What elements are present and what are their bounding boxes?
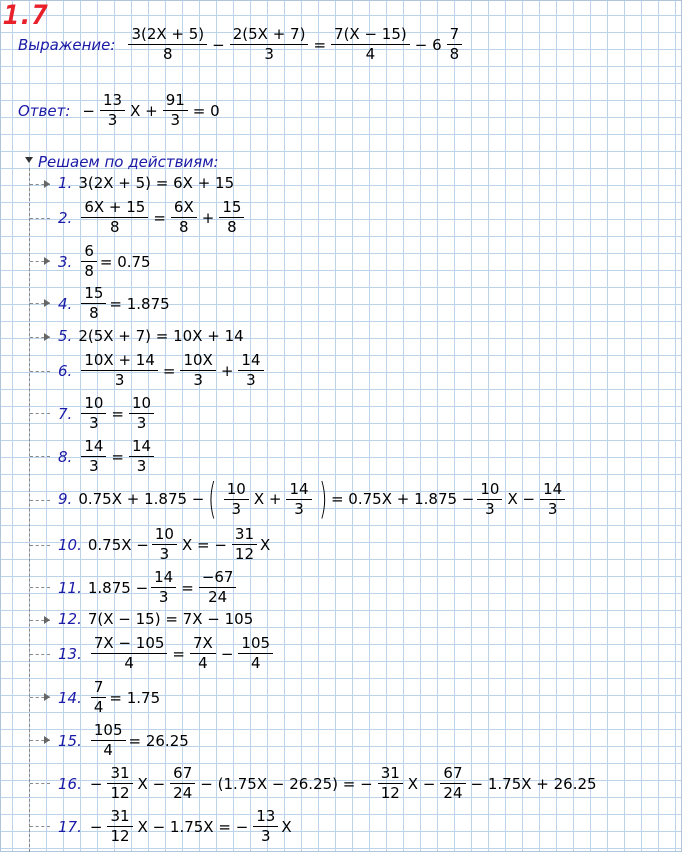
fraction — [107, 765, 132, 802]
math-text: X = − — [181, 535, 227, 554]
step-number: 5. — [58, 327, 73, 345]
step-number: 14. — [58, 688, 82, 707]
numerator: 10 — [129, 395, 154, 414]
step-number: 10. — [58, 535, 82, 554]
numerator: 31 — [232, 526, 257, 545]
step-number: 1. — [58, 174, 73, 192]
page-tag: 1.7 — [3, 0, 46, 31]
math-text: = 0 — [192, 101, 220, 120]
numerator: 13 — [100, 92, 125, 111]
expand-triangle-icon[interactable] — [44, 299, 50, 307]
denominator: 8 — [110, 218, 120, 236]
numerator: 91 — [163, 92, 188, 111]
step-number: 3. — [58, 252, 73, 271]
math-text: + — [220, 361, 234, 380]
math-text: X — [281, 817, 292, 836]
denominator: 12 — [234, 545, 255, 563]
step-number: 4. — [58, 294, 73, 313]
step-number: 9. — [58, 490, 73, 508]
fraction — [190, 635, 216, 672]
step-number: 11. — [58, 578, 82, 597]
fraction — [238, 635, 273, 672]
fraction — [171, 199, 197, 236]
math-text: = — [162, 361, 176, 380]
numerator: 10X + 14 — [81, 352, 158, 371]
tree-connector-branch — [30, 218, 50, 219]
numerator: 10 — [224, 481, 249, 500]
fraction — [81, 243, 97, 280]
numerator: 6X + 15 — [81, 199, 148, 218]
math-text: = — [172, 644, 185, 663]
math-text: + — [201, 208, 215, 227]
math-text: X − — [407, 774, 436, 793]
denominator: 8 — [89, 304, 99, 322]
denominator: 4 — [250, 654, 261, 672]
numerator: 6X — [171, 199, 197, 218]
expand-triangle-icon[interactable] — [44, 257, 50, 265]
step-3 — [58, 243, 151, 280]
denominator: 8 — [227, 218, 237, 236]
step-8 — [58, 438, 157, 475]
fraction — [107, 808, 132, 845]
fraction — [129, 438, 154, 475]
tree-connector-branch — [30, 545, 50, 546]
numerator: 14 — [238, 352, 263, 371]
numerator: 105 — [91, 722, 126, 741]
numerator: 7 — [91, 679, 107, 698]
numerator: 6 — [81, 243, 97, 262]
steps-heading — [38, 153, 219, 171]
denominator: 4 — [124, 654, 134, 672]
denominator: 3 — [261, 827, 271, 845]
math-text: 0.75X + 1.875 − — [78, 490, 205, 508]
step-9 — [58, 474, 568, 523]
fraction — [81, 438, 106, 475]
tree-connector-branch — [30, 413, 50, 414]
denominator: 4 — [365, 45, 376, 63]
math-text: = — [111, 447, 124, 466]
numerator: 7(X − 15) — [331, 26, 410, 45]
numerator: 67 — [440, 765, 465, 784]
tree-connector — [29, 168, 30, 852]
fraction — [81, 285, 106, 322]
math-text: 2(5X + 7) = 10X + 14 — [78, 327, 244, 345]
numerator: 67 — [170, 765, 195, 784]
fraction — [180, 352, 215, 389]
fraction — [219, 199, 244, 236]
expr-fraction-1 — [128, 26, 207, 63]
denominator: 8 — [163, 45, 173, 63]
step-17 — [58, 808, 292, 845]
tree-connector-branch — [30, 500, 50, 501]
expand-triangle-icon[interactable] — [44, 180, 50, 188]
math-text: − 1.75X + 26.25 — [470, 774, 597, 793]
expr-fraction-4 — [447, 26, 463, 63]
fraction — [151, 569, 176, 606]
step-14 — [58, 679, 160, 716]
fraction — [91, 722, 126, 759]
denominator: 3 — [547, 499, 558, 518]
step-7 — [58, 395, 157, 432]
math-text: = 0.75X + 1.875 − — [330, 490, 475, 508]
denominator: 3 — [136, 457, 147, 475]
denominator: 3 — [231, 499, 242, 518]
denominator: 4 — [93, 698, 104, 716]
tree-connector-branch — [30, 826, 50, 827]
denominator: 3 — [193, 371, 203, 389]
math-text: = — [153, 208, 166, 227]
step-number: 13. — [58, 644, 82, 663]
numerator: 3(2X + 5) — [128, 26, 207, 45]
answer-fraction-2 — [163, 92, 188, 129]
numerator: 15 — [81, 285, 106, 304]
answer-label: Ответ: — [18, 101, 71, 120]
denominator: 3 — [264, 45, 274, 63]
math-text: = 1.875 — [109, 294, 170, 313]
fraction — [81, 395, 106, 432]
step-12 — [58, 610, 253, 628]
step-number: 12. — [58, 610, 82, 628]
expression-label: Выражение: — [18, 35, 116, 54]
math-text: 1.875 − — [87, 578, 149, 597]
step-number: 17. — [58, 817, 82, 836]
step-16 — [58, 765, 599, 802]
denominator: 24 — [443, 784, 463, 802]
numerator: 31 — [378, 765, 403, 784]
step-13 — [58, 635, 276, 672]
expr-fraction-3 — [331, 26, 410, 63]
math-text: ) — [318, 474, 327, 523]
tree-connector-branch — [30, 456, 50, 457]
numerator: 10 — [152, 526, 177, 545]
fraction — [129, 395, 154, 432]
expand-triangle-icon[interactable] — [44, 736, 50, 744]
numerator: 7 — [447, 26, 463, 45]
math-text: − — [220, 644, 234, 663]
math-text: = 26.25 — [128, 731, 189, 750]
numerator: 14 — [129, 438, 154, 457]
denominator: 3 — [89, 414, 99, 432]
tree-connector-branch — [30, 783, 50, 784]
denominator: 3 — [89, 457, 99, 475]
math-text: − — [82, 101, 95, 120]
numerator: 14 — [286, 481, 311, 500]
fraction — [152, 526, 177, 563]
denominator: 3 — [158, 588, 169, 606]
tree-connector-branch — [30, 371, 50, 372]
fraction — [91, 635, 168, 672]
math-text: 0.75X − — [87, 535, 149, 554]
fraction — [378, 765, 403, 802]
math-text: X + — [253, 490, 282, 508]
denominator: 3 — [170, 111, 181, 129]
denominator: 3 — [485, 499, 495, 518]
step-2 — [58, 199, 247, 236]
numerator: 14 — [151, 569, 176, 588]
fraction — [440, 765, 465, 802]
step-number: 7. — [58, 404, 73, 423]
step-number: 8. — [58, 447, 73, 466]
math-text: 3(2X + 5) = 6X + 15 — [78, 174, 235, 192]
denominator: 3 — [114, 371, 125, 389]
step-4 — [58, 285, 170, 322]
tree-connector-branch — [30, 654, 50, 655]
math-text: X − — [137, 774, 166, 793]
math-text: − — [89, 774, 103, 793]
numerator: 2(5X + 7) — [230, 26, 309, 45]
math-text: = 0.75 — [99, 252, 151, 271]
fraction — [477, 481, 502, 518]
math-text: ( — [208, 474, 217, 523]
expand-triangle-icon[interactable] — [44, 616, 50, 624]
step-6 — [58, 352, 267, 389]
numerator: 14 — [540, 481, 565, 500]
fraction — [81, 352, 158, 389]
math-text: = — [181, 578, 194, 597]
fraction — [170, 765, 195, 802]
step-1 — [58, 174, 234, 192]
math-text: − — [89, 817, 103, 836]
math-text: 7(X − 15) = 7X − 105 — [87, 610, 254, 628]
denominator: 3 — [107, 111, 118, 129]
step-number: 16. — [58, 774, 82, 793]
denominator: 3 — [159, 545, 170, 563]
math-text: = — [313, 35, 327, 54]
numerator: 15 — [219, 199, 244, 218]
step-10 — [58, 526, 270, 563]
expr-fraction-2 — [230, 26, 309, 63]
step-number: 6. — [58, 361, 73, 380]
math-text: Решаем по действиям: — [38, 153, 219, 171]
numerator: 10 — [81, 395, 106, 414]
math-text: − 6 — [414, 35, 442, 54]
expression-row — [18, 26, 465, 63]
math-text: X + — [130, 101, 158, 120]
numerator: 31 — [107, 808, 132, 827]
step-number: 2. — [58, 208, 73, 227]
numerator: 10X — [180, 352, 215, 371]
numerator: 7X − 105 — [91, 635, 168, 654]
fraction — [224, 481, 249, 518]
expand-triangle-icon[interactable] — [44, 693, 50, 701]
numerator: 31 — [107, 765, 132, 784]
denominator: 3 — [136, 414, 147, 432]
step-5 — [58, 327, 244, 345]
fraction — [91, 679, 107, 716]
fraction — [253, 808, 278, 845]
denominator: 24 — [208, 588, 228, 606]
denominator: 8 — [84, 262, 94, 280]
collapse-triangle-icon[interactable] — [25, 157, 33, 163]
numerator: 13 — [253, 808, 278, 827]
fraction — [540, 481, 565, 518]
step-number: 15. — [58, 731, 82, 750]
fraction — [232, 526, 257, 563]
numerator: 7X — [190, 635, 216, 654]
denominator: 8 — [449, 45, 460, 63]
math-text: X − 1.75X = − — [137, 817, 249, 836]
numerator: 10 — [477, 481, 502, 500]
math-text: − — [212, 35, 225, 54]
tree-connector-branch — [30, 587, 50, 588]
math-text: = — [111, 404, 124, 423]
denominator: 24 — [173, 784, 193, 802]
math-text: X — [260, 535, 271, 554]
fraction — [238, 352, 263, 389]
denominator: 4 — [198, 654, 208, 672]
denominator: 4 — [103, 741, 113, 759]
step-11 — [58, 569, 239, 606]
numerator: 14 — [81, 438, 106, 457]
denominator: 3 — [246, 371, 256, 389]
fraction — [199, 569, 237, 606]
answer-row — [18, 92, 222, 129]
step-15 — [58, 722, 189, 759]
fraction — [286, 481, 311, 518]
expand-triangle-icon[interactable] — [44, 333, 50, 341]
numerator: 105 — [238, 635, 273, 654]
denominator: 12 — [380, 784, 400, 802]
denominator: 8 — [179, 218, 189, 236]
denominator: 3 — [294, 499, 304, 518]
denominator: 12 — [110, 827, 130, 845]
fraction — [81, 199, 148, 236]
math-text: = 1.75 — [109, 688, 161, 707]
math-text: X − — [507, 490, 536, 508]
math-text: − (1.75X − 26.25) = − — [200, 774, 373, 793]
denominator: 12 — [110, 784, 130, 802]
numerator: −67 — [199, 569, 237, 588]
answer-fraction-1 — [100, 92, 125, 129]
